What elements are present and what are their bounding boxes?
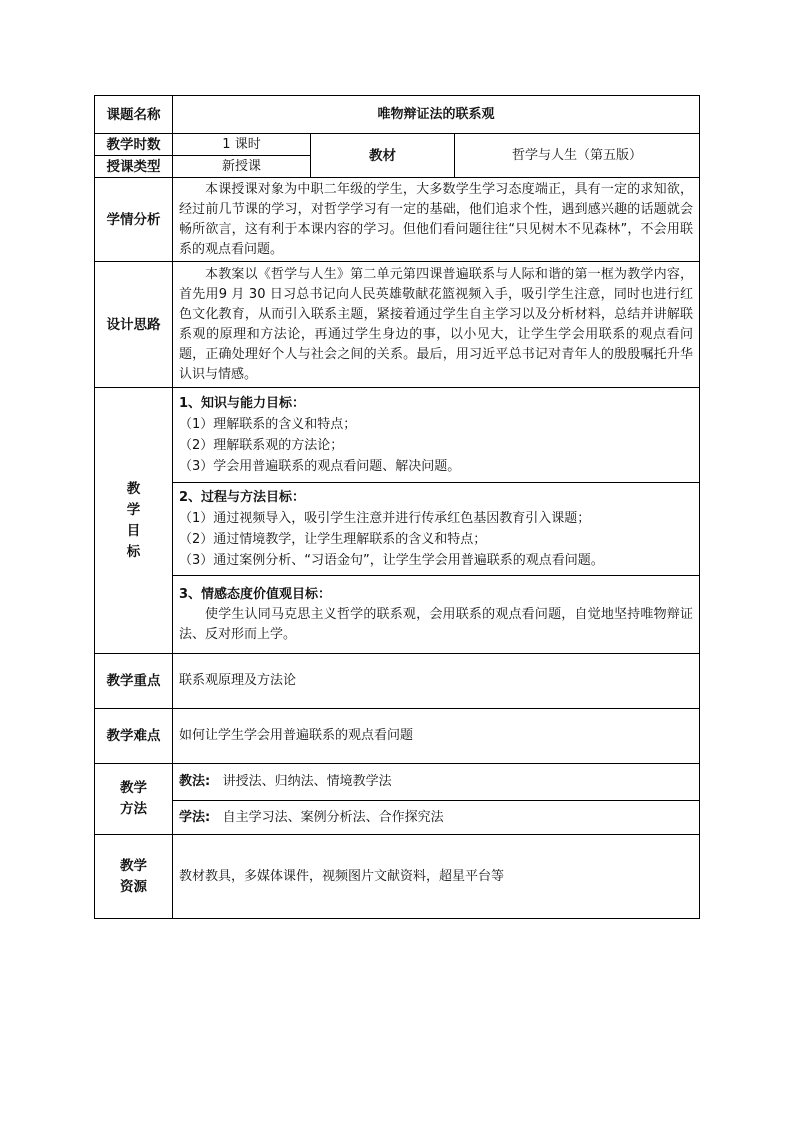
learning-method-value: 自主学习法、案例分析法、合作探究法 bbox=[222, 809, 444, 825]
goals-label-char: 标 bbox=[126, 543, 141, 560]
row-design bbox=[95, 262, 700, 388]
goal-emotion-title: 3、情感态度价值观目标： bbox=[179, 586, 332, 602]
design-label: 设计思路 bbox=[95, 262, 173, 388]
resources-value: 教材教具，多媒体课件，视频图片文献资料，超星平台等 bbox=[173, 835, 700, 919]
row-goal-emotion bbox=[95, 576, 700, 654]
goal-knowledge-item: （2）理解联系观的方法论； bbox=[179, 438, 344, 453]
goals-label bbox=[95, 388, 173, 654]
hours-value: 1 课时 bbox=[173, 134, 311, 156]
lesson-plan-table bbox=[94, 95, 700, 919]
difficulties-value: 如何让学生学会用普遍联系的观点看问题 bbox=[173, 709, 700, 764]
resources-label-line: 教学 bbox=[120, 857, 147, 874]
teaching-method-cell bbox=[173, 764, 700, 801]
teaching-method-label: 教法: bbox=[179, 774, 211, 789]
goal-process-item: （3）通过案例分析、“习语金句”，让学生学会用普遍联系的观点看问题。 bbox=[179, 553, 604, 568]
textbook-label: 教材 bbox=[311, 134, 455, 178]
goal-knowledge-title: 1、知识与能力目标： bbox=[179, 396, 306, 411]
resources-label-line: 资源 bbox=[120, 878, 147, 895]
row-teaching-method bbox=[95, 764, 700, 801]
course-title-value: 唯物辩证法的联系观 bbox=[173, 96, 700, 134]
teaching-method-value: 讲授法、归纳法、情境教学法 bbox=[222, 774, 392, 789]
textbook-value: 哲学与人生（第五版） bbox=[455, 134, 700, 178]
row-difficulties bbox=[95, 709, 700, 764]
row-goal-process bbox=[95, 483, 700, 576]
lesson-type-value: 新授课 bbox=[173, 156, 311, 178]
goal-knowledge-item: （1）理解联系的含义和特点； bbox=[179, 417, 357, 432]
goal-process-title: 2、过程与方法目标： bbox=[179, 490, 306, 505]
goal-emotion-cell bbox=[173, 576, 700, 654]
learning-method-label: 学法: bbox=[179, 809, 211, 825]
row-hours bbox=[95, 134, 700, 156]
learning-method-cell bbox=[173, 801, 700, 835]
methods-label bbox=[95, 764, 173, 835]
row-resources bbox=[95, 835, 700, 919]
methods-label-line: 教学 bbox=[120, 780, 147, 796]
hours-label: 教学时数 bbox=[95, 134, 173, 156]
difficulties-label: 教学难点 bbox=[95, 709, 173, 764]
course-title-label: 课题名称 bbox=[95, 96, 173, 134]
lesson-type-label: 授课类型 bbox=[95, 156, 173, 178]
goal-process-item: （1）通过视频导入，吸引学生注意并进行传承红色基因教育引入课题； bbox=[179, 511, 591, 526]
row-learning-method bbox=[95, 801, 700, 835]
student-analysis-text: 本课授课对象为中职二年级的学生，大多数学生学习态度端正，具有一定的求知欲，经过前几节课的学习，对哲学学习有一定的基础，他们追求个性，遇到感兴趣的话题就会畅所欲言，这有利于本课内容的学习。但他们看问题往往“只见树木不见森林”，不会用联系的观点看问题。 bbox=[173, 178, 700, 262]
goal-process-cell bbox=[173, 483, 700, 576]
row-goal-knowledge bbox=[95, 388, 700, 483]
resources-label bbox=[95, 835, 173, 919]
methods-label-line: 方法 bbox=[120, 801, 147, 817]
goals-label-char: 学 bbox=[126, 501, 141, 518]
student-analysis-label: 学情分析 bbox=[95, 178, 173, 262]
row-course-title bbox=[95, 96, 700, 134]
goal-knowledge-item: （3）学会用普遍联系的观点看问题、解决问题。 bbox=[179, 459, 461, 474]
goals-label-char: 目 bbox=[126, 522, 141, 539]
design-text: 本教案以《哲学与人生》第二单元第四课普遍联系与人际和谐的第一框为教学内容，首先用9 月 30 日习总书记向人民英雄敬献花篮视频入手，吸引学生注意，同时也进行红色文化教育，从而引入联系主题，紧接着通过学生自主学习以及分析材料，总结并讲解联系观的原理和方法论，再通过学生身边的事，以小见大，让学生学会用联系的观点看问题，正确处理好个人与社会之间的关系。最后，用习近平总书记对青年人的殷殷嘱托升华认识与情感。 bbox=[173, 262, 700, 388]
goal-process-item: （2）通过情境教学，让学生理解联系的含义和特点； bbox=[179, 532, 487, 547]
row-student-analysis bbox=[95, 178, 700, 262]
key-points-label: 教学重点 bbox=[95, 654, 173, 709]
key-points-value: 联系观原理及方法论 bbox=[173, 654, 700, 709]
goals-label-char: 教 bbox=[126, 480, 141, 497]
goal-emotion-text: 使学生认同马克思主义哲学的联系观，会用联系的观点看问题，自觉地坚持唯物辩证法、反对形而上学。 bbox=[179, 606, 694, 642]
row-key-points bbox=[95, 654, 700, 709]
goal-knowledge-cell bbox=[173, 388, 700, 483]
